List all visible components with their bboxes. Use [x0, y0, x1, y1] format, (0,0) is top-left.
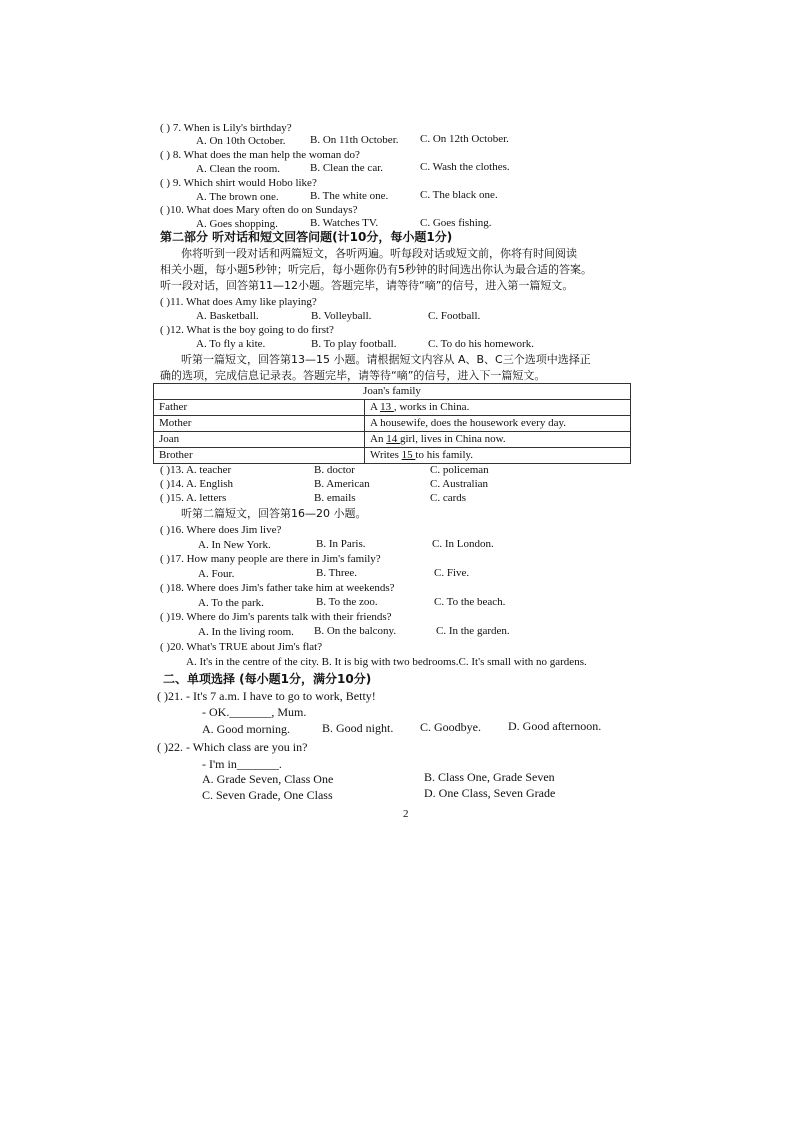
- option-b: B. emails: [314, 492, 356, 504]
- option-c: C. In London.: [432, 538, 494, 550]
- option-b: B. To play football.: [311, 338, 397, 350]
- table-title: Joan's family: [154, 384, 631, 400]
- option-c: C. policeman: [430, 464, 489, 476]
- table-value: A housewife, does the housework every day.: [365, 416, 631, 432]
- option-a: A. Basketball.: [196, 310, 259, 322]
- table-key: Mother: [154, 416, 365, 432]
- option-b: B. American: [314, 478, 370, 490]
- option-c: C. To the beach.: [434, 596, 506, 608]
- option-b: B. Volleyball.: [311, 310, 372, 322]
- option-c: C. To do his homework.: [428, 338, 534, 350]
- question-15: ( )15. A. letters: [160, 492, 227, 504]
- table-key: Brother: [154, 448, 365, 464]
- part2-title: 第二部分 听对话和短文回答问题(计10分，每小题1分): [160, 230, 453, 244]
- option-c: C. Wash the clothes.: [420, 161, 510, 173]
- question-12: ( )12. What is the boy going to do first?: [160, 324, 334, 336]
- option-b: B. In Paris.: [316, 538, 366, 550]
- table-row: [154, 416, 631, 432]
- table-row: [154, 432, 631, 448]
- question-16: ( )16. Where does Jim live?: [160, 524, 282, 536]
- option-a: A. To the park.: [198, 597, 264, 609]
- option-c: C. In the garden.: [436, 625, 510, 637]
- option-a: A. Good morning.: [202, 722, 290, 736]
- option-a: A. On 10th October.: [196, 135, 286, 147]
- page-number: 2: [403, 808, 409, 820]
- option-a: A. In the living room.: [198, 626, 294, 638]
- question-10: ( )10. What does Mary often do on Sundays?: [160, 204, 358, 216]
- question-18: ( )18. Where does Jim's father take him at weekends?: [160, 582, 395, 594]
- instruction-line: 确的选项，完成信息记录表。答题完毕，请等待“嘀”的信号，进入下一篇短文。: [160, 369, 546, 382]
- option-d: D. Good afternoon.: [508, 719, 602, 733]
- option-c: C. Seven Grade, One Class: [202, 788, 333, 802]
- info-table: [153, 383, 631, 464]
- option-b: B. Clean the car.: [310, 162, 384, 174]
- question-22-reply: - I'm in_______.: [202, 757, 282, 771]
- question-19: ( )19. Where do Jim's parents talk with their friends?: [160, 611, 392, 623]
- option-b: B. On 11th October.: [310, 134, 399, 146]
- option-a: A. In New York.: [198, 539, 271, 551]
- option-c: C. The black one.: [420, 189, 498, 201]
- table-key: Joan: [154, 432, 365, 448]
- instruction-line: 相关小题，每小题5秒钟；听完后，每小题你仍有5秒钟的时间选出你认为最合适的答案。: [160, 263, 592, 276]
- question-13: ( )13. A. teacher: [160, 464, 232, 476]
- table-row: [154, 448, 631, 464]
- option-c: C. Football.: [428, 310, 481, 322]
- instruction-line: 听第二篇短文，回答第16—20 小题。: [181, 507, 367, 520]
- instruction-line: 听一段对话，回答第11—12小题。答题完毕，请等待“嘀”的信号，进入第一篇短文。: [160, 279, 574, 292]
- table-value: A 13 , works in China.: [365, 400, 631, 416]
- option-c: C. On 12th October.: [420, 133, 509, 145]
- question-8: ( ) 8. What does the man help the woman do?: [160, 149, 360, 161]
- question-17: ( )17. How many people are there in Jim's family?: [160, 553, 381, 565]
- single-choice-title: 二、单项选择 (每小题1分，满分10分): [163, 672, 372, 686]
- question-21: ( )21. - It's 7 a.m. I have to go to work, Betty!: [157, 689, 376, 703]
- option-a: A. To fly a kite.: [196, 338, 266, 350]
- table-row: [154, 400, 631, 416]
- option-c: C. Goes fishing.: [420, 217, 492, 229]
- option-b: B. Watches TV.: [310, 217, 379, 229]
- option-b: B. doctor: [314, 464, 355, 476]
- question-20-options: A. It's in the centre of the city. B. It is big with two bedrooms.C. It's small with no gardens.: [186, 656, 587, 668]
- instruction-line: 听第一篇短文，回答第13—15 小题。请根据短文内容从 A、B、C三个选项中选择正: [181, 353, 591, 366]
- option-b: B. To the zoo.: [316, 596, 378, 608]
- option-a: A. Grade Seven, Class One: [202, 772, 334, 786]
- question-20: ( )20. What's TRUE about Jim's flat?: [160, 641, 323, 653]
- option-c: C. cards: [430, 492, 467, 504]
- question-11: ( )11. What does Amy like playing?: [160, 296, 317, 308]
- option-b: B. Three.: [316, 567, 358, 579]
- table-value: Writes 15 to his family.: [365, 448, 631, 464]
- question-21-reply: - OK._______, Mum.: [202, 705, 307, 719]
- option-b: B. The white one.: [310, 190, 389, 202]
- option-b: B. Good night.: [322, 721, 394, 735]
- option-a: A. Four.: [198, 568, 235, 580]
- option-a: A. Clean the room.: [196, 163, 281, 175]
- option-d: D. One Class, Seven Grade: [424, 786, 556, 800]
- table-value: An 14 girl, lives in China now.: [365, 432, 631, 448]
- question-9: ( ) 9. Which shirt would Hobo like?: [160, 177, 317, 189]
- option-a: A. Goes shopping.: [196, 218, 278, 230]
- option-b: B. On the balcony.: [314, 625, 397, 637]
- option-b: B. Class One, Grade Seven: [424, 770, 555, 784]
- option-c: C. Goodbye.: [420, 720, 481, 734]
- option-c: C. Five.: [434, 567, 470, 579]
- question-7: ( ) 7. When is Lily's birthday?: [160, 122, 292, 134]
- instruction-line: 你将听到一段对话和两篇短文，各听两遍。听每段对话或短文前，你将有时间阅读: [181, 247, 577, 260]
- option-c: C. Australian: [430, 478, 489, 490]
- table-key: Father: [154, 400, 365, 416]
- option-a: A. The brown one.: [196, 191, 279, 203]
- question-22: ( )22. - Which class are you in?: [157, 740, 308, 754]
- question-14: ( )14. A. English: [160, 478, 234, 490]
